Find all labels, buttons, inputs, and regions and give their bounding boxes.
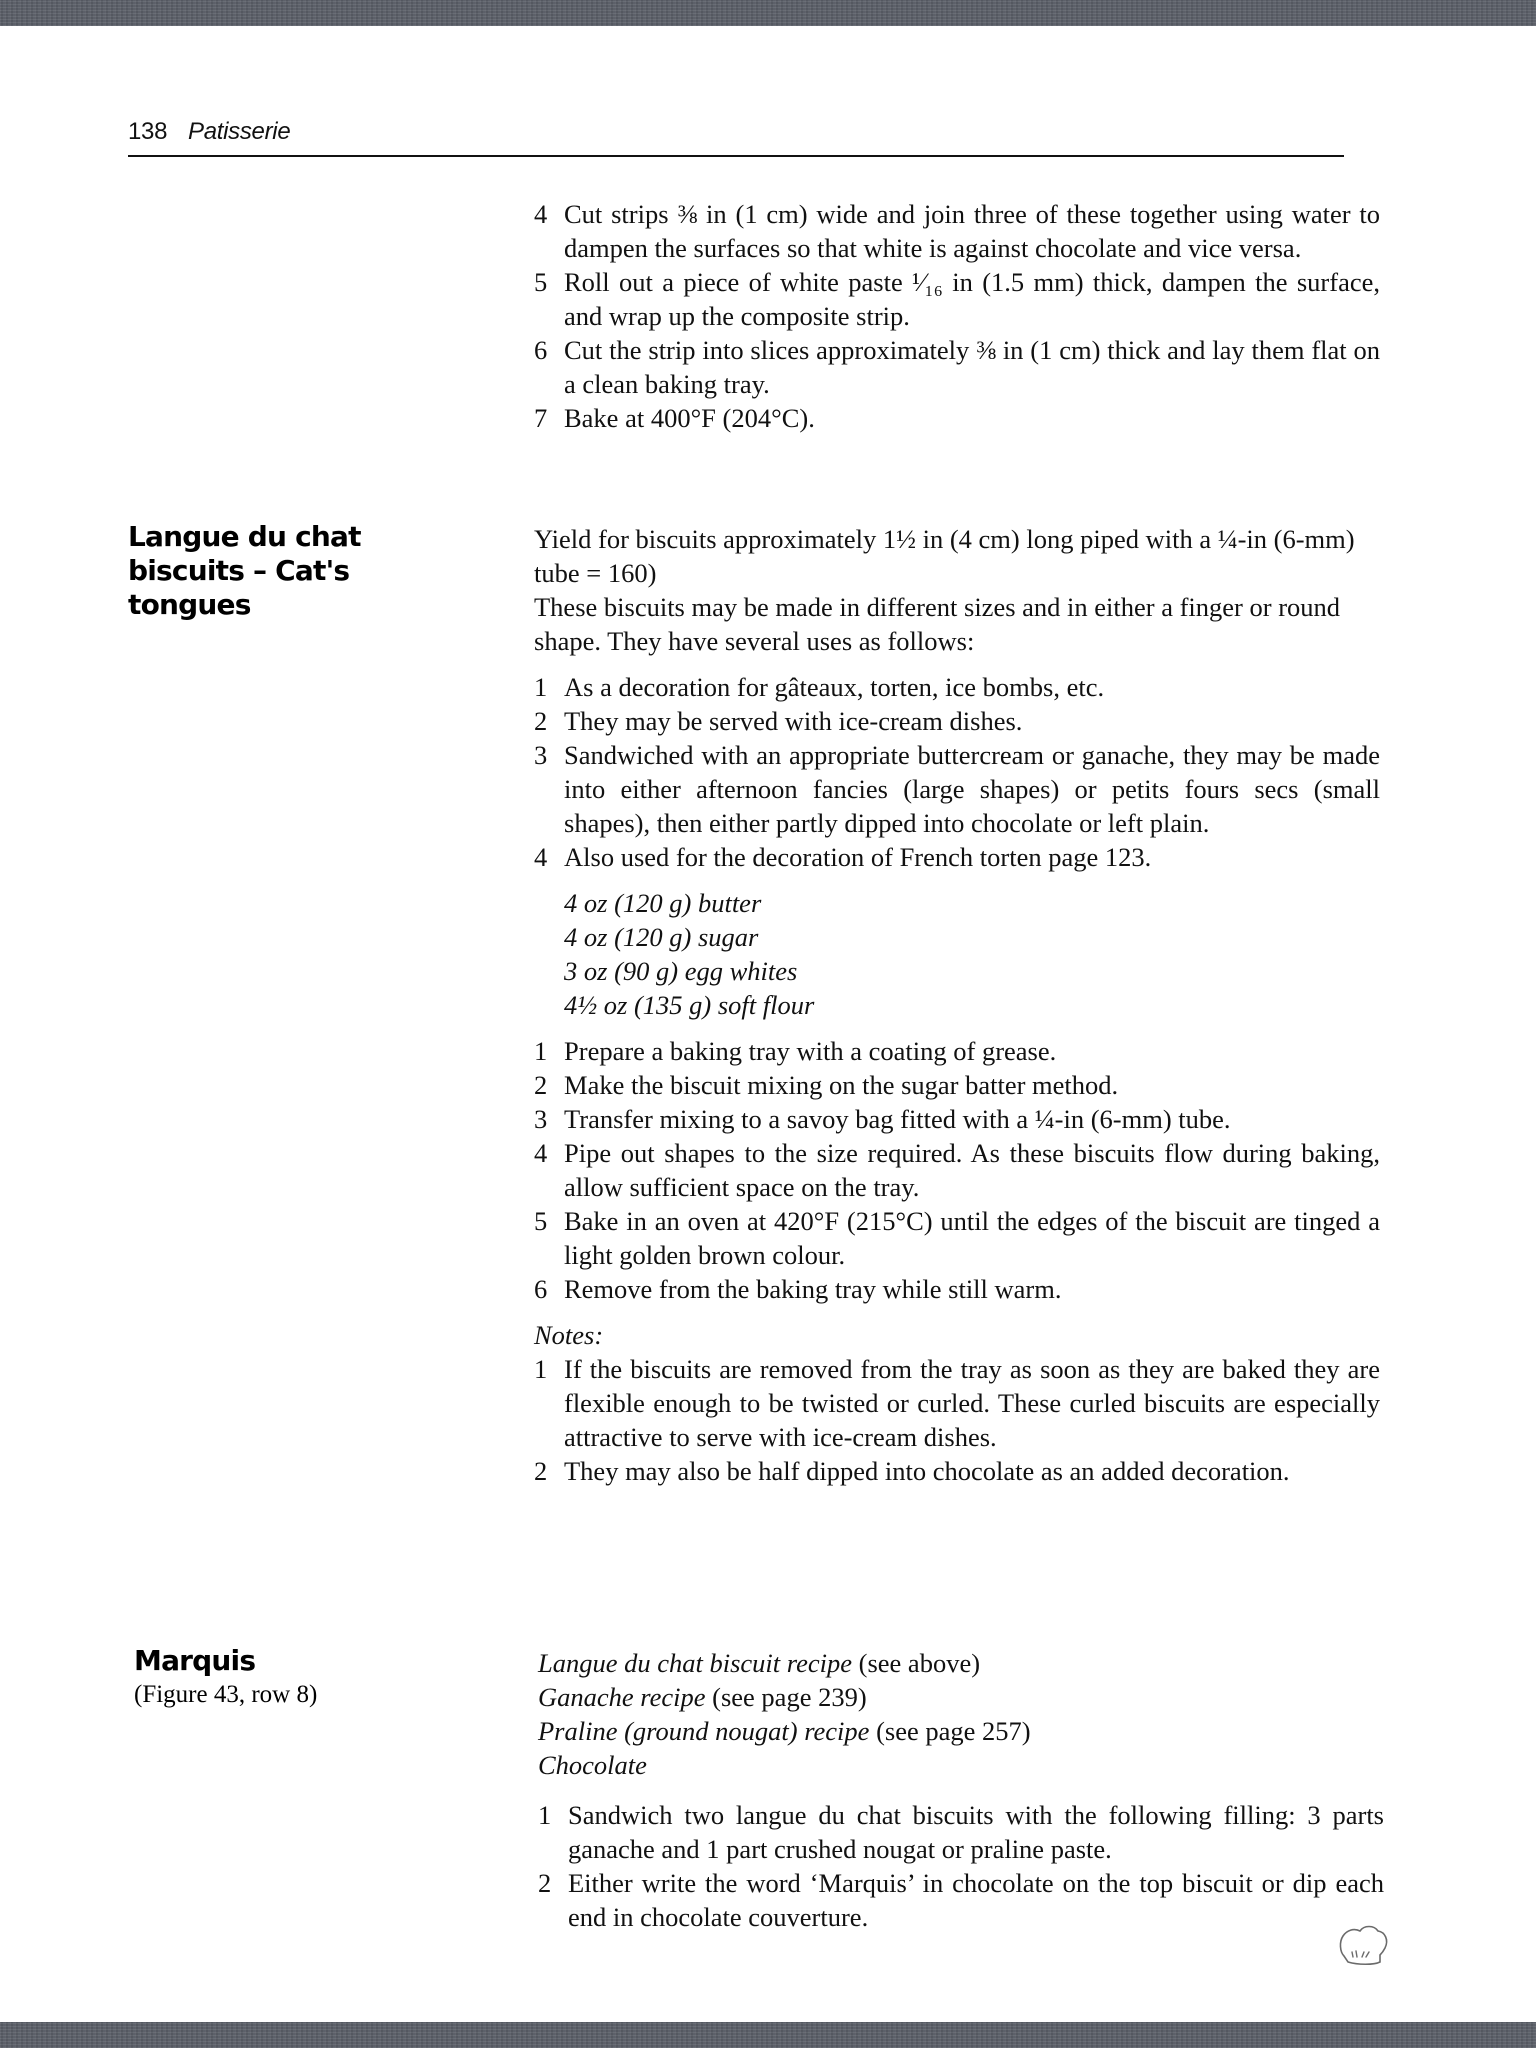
components-list bbox=[538, 1646, 1384, 1782]
ingredient: 4 oz (120 g) sugar bbox=[564, 922, 759, 952]
method-step: 3 Transfer mixing to a savoy bag fitted with a ¼-in (6-mm) tube. bbox=[534, 1104, 1231, 1134]
method-step: 4 Cut strips ⅜ in (1 cm) wide and join three of these together using water to dampen the surfaces so that white is against chocolate and vice versa. bbox=[534, 199, 1380, 263]
notes-label: Notes: bbox=[534, 1320, 604, 1350]
chef-hat-icon bbox=[1338, 1922, 1390, 1968]
marquis-heading-block bbox=[134, 1644, 434, 1712]
marquis-method-list bbox=[538, 1798, 1384, 1934]
method-step: 1 Prepare a baking tray with a coating of grease. bbox=[534, 1036, 1057, 1066]
marquis-heading: Marquis bbox=[134, 1644, 256, 1677]
bottom-frame-bar bbox=[0, 2022, 1536, 2048]
method-step: 7 Bake at 400°F (204°C). bbox=[534, 403, 815, 433]
method-step: 6 Remove from the baking tray while still warm. bbox=[534, 1274, 1062, 1304]
component: Chocolate bbox=[538, 1750, 647, 1780]
uses-list bbox=[534, 670, 1380, 874]
running-head bbox=[128, 118, 290, 146]
ingredient: 4½ oz (135 g) soft flour bbox=[564, 990, 815, 1020]
method-step: 2 Either write the word ‘Marquis’ in chocolate on the top biscuit or dip each end in chocolate couverture. bbox=[538, 1868, 1384, 1932]
section-title: Patisserie bbox=[188, 118, 291, 145]
continued-method-list bbox=[534, 197, 1380, 435]
note-item: 1 If the biscuits are removed from the tray as soon as they are baked they are flexible enough to be twisted or curled. These curled biscuits are especially attractive to serve with ice-cream dishes. bbox=[534, 1354, 1380, 1452]
component: Praline (ground nougat) recipe (see page 257) bbox=[538, 1716, 1031, 1746]
header-rule bbox=[128, 155, 1344, 157]
langue-body bbox=[534, 522, 1380, 1488]
method-step: 1 Sandwich two langue du chat biscuits with the following filling: 3 parts ganache and 1 part crushed nougat or praline paste. bbox=[538, 1800, 1384, 1864]
method-step: 5 Roll out a piece of white paste ¹⁄₁₆ in (1.5 mm) thick, dampen the surface, and wrap up the composite strip. bbox=[534, 267, 1380, 331]
intro-text: These biscuits may be made in different sizes and in either a finger or round shape. They have several uses as follows: bbox=[534, 592, 1341, 656]
figure-reference: (Figure 43, row 8) bbox=[134, 1681, 318, 1708]
continued-method bbox=[534, 197, 1380, 435]
use-item: 3 Sandwiched with an appropriate buttercream or ganache, they may be made into either afternoon fancies (large shapes) or petits fours secs (small shapes), then either partly dipped into chocolate or left plain. bbox=[534, 740, 1380, 838]
component: Langue du chat biscuit recipe (see above) bbox=[538, 1648, 981, 1678]
method-step: 4 Pipe out shapes to the size required. As these biscuits flow during baking, allow sufficient space on the tray. bbox=[534, 1138, 1380, 1202]
page-number: 138 bbox=[128, 118, 168, 145]
ingredient: 4 oz (120 g) butter bbox=[564, 888, 762, 918]
method-step: 2 Make the biscuit mixing on the sugar batter method. bbox=[534, 1070, 1119, 1100]
method-step: 6 Cut the strip into slices approximately ⅜ in (1 cm) thick and lay them flat on a clean baking tray. bbox=[534, 335, 1380, 399]
top-frame-bar bbox=[0, 0, 1536, 26]
component: Ganache recipe (see page 239) bbox=[538, 1682, 867, 1712]
note-item: 2 They may also be half dipped into chocolate as an added decoration. bbox=[534, 1456, 1290, 1486]
langue-method-list bbox=[534, 1034, 1380, 1306]
use-item: 4 Also used for the decoration of French torten page 123. bbox=[534, 842, 1152, 872]
method-step: 5 Bake in an oven at 420°F (215°C) until the edges of the biscuit are tinged a light golden brown colour. bbox=[534, 1206, 1380, 1270]
ingredients-list bbox=[534, 886, 1380, 1022]
langue-heading: Langue du chat biscuits – Cat's tongues bbox=[128, 520, 361, 621]
notes-list bbox=[534, 1352, 1380, 1488]
yield-text: Yield for biscuits approximately 1½ in (4 cm) long piped with a ¼-in (6-mm) tube = 160) bbox=[534, 524, 1355, 588]
use-item: 2 They may be served with ice-cream dishes. bbox=[534, 706, 1023, 736]
use-item: 1 As a decoration for gâteaux, torten, ice bombs, etc. bbox=[534, 672, 1105, 702]
ingredient: 3 oz (90 g) egg whites bbox=[564, 956, 798, 986]
marquis-body bbox=[538, 1646, 1384, 1934]
